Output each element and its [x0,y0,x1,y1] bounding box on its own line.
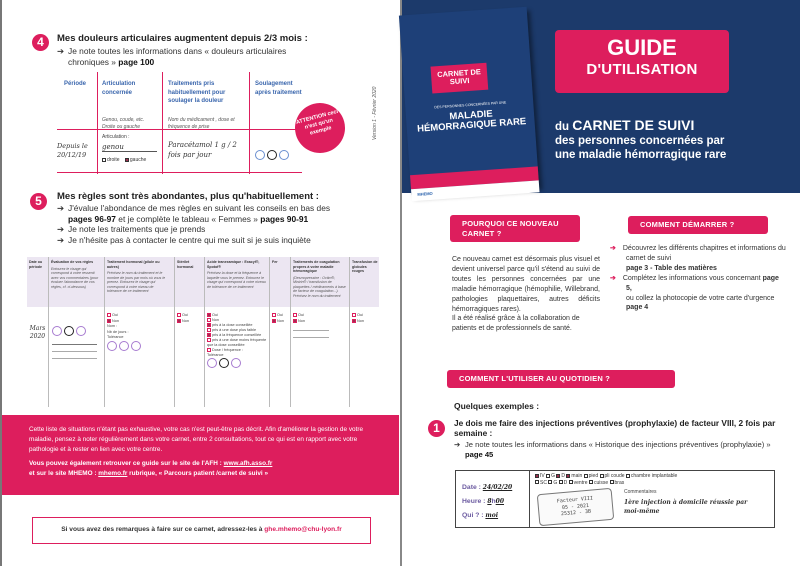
info-footer-band [2,415,399,495]
col-divider [349,257,350,407]
header-hormonal: Traitement hormonal (pilule ou autres) Précisez le nom du traitement et le nombre de jours par mois où vous le prenez. Entourez le visage qui correspond à votre niveau de tolérance de ce traitement [107,260,166,293]
col-divider [97,72,98,174]
checkbox-non[interactable] [352,319,356,323]
section4-instruction: ➔ Je note toutes les informations dans « douleurs articulaires chroniques » page 100 [57,46,287,67]
oui-option: Oui [177,313,189,319]
bullet-item: ➔ Je note les traitements que je prends [57,224,206,234]
checkbox[interactable] [207,333,211,337]
checkbox-iv[interactable] [535,474,539,478]
col-divider [104,257,105,407]
carnet-cover-image [399,7,539,195]
checkbox-droite[interactable] [102,158,106,162]
section4-title: Mes douleurs articulaires augmentent depuis 2/3 mois : [57,33,308,44]
dose-option: pris à une dose plus faible [207,328,267,333]
tolerance-label: Tolérance [107,335,124,339]
checkbox-bras[interactable] [610,480,614,484]
options-row-2: SC G D ventre cuisse bras [535,480,774,487]
guide-subtitle: D'UTILISATION [586,61,698,78]
header-transfusion: Transfusion de globules rouges [352,260,378,273]
header-coagulation: Traitements de coagulation propres à votre maladie hémorragique (Desmopressine : Octim®, Minirin® / transfusion de plaquettes / médicaments à base de facteur de coagulation...). Précisez le nom du traitement [293,260,346,298]
fer-cell [272,313,284,324]
sterilet-cell [177,313,189,324]
arrow-icon: ➔ [454,440,461,449]
header-soulagement: Soulagement après traitement [255,81,302,96]
col-divider [249,72,250,174]
injection-meta [456,471,530,527]
header-date: Date ou période [29,260,43,269]
checkbox-oui[interactable] [272,313,276,317]
version-label: Version 1 - Février 2020 [372,86,378,140]
articulation-label: Articulation : [102,134,130,140]
sad-face-icon[interactable] [131,341,141,351]
footer-paragraph: Cette liste de situations n'étant pas exhaustive, votre cas n'est peut-être pas décrit. Afin d'améliorer la gestion de votre maladie, pensez à noter régulièrement dans votre carnet, entre 2 consultations, tout ce qui est en rapport avec votre pathologie et à rester en lien avec votre centre. [29,426,364,453]
checkbox-oui[interactable] [207,313,211,317]
checkbox[interactable] [207,328,211,332]
happy-face-icon[interactable] [255,150,265,160]
checkbox-sc[interactable] [535,480,539,484]
demarrer-item: ➔ Complétez les informations vous concernant page 5, ou collez la photocopie de votre carte d'urgence page 4 [610,274,779,312]
quotidien-heading: COMMENT L'UTILISER AU QUOTIDIEN ? [447,370,675,388]
footer-links-paragraph: Vous pouvez également retrouver ce guide sur le site de l'AFH : www.afh.asso.fr et sur le site MHEMO : mhemo.fr rubrique, « Parcours patient /carnet de suivi » [29,460,273,477]
nb-jours-field: Nb de jours : [107,329,129,334]
checkbox-non[interactable] [177,319,181,323]
dose-option: pris à la fréquence conseillée [207,333,267,338]
step-1-badge: 1 [428,420,445,437]
injection-options [532,473,774,486]
nom-field: Nom : [107,324,118,328]
col-divider [48,257,49,407]
pourquoi-body: Ce nouveau carnet est désormais plus visuel et devient universel parce qu'il s'étend au suivi de toutes les personnes concernées par une maladie hémorragique (hémophilie, Willebrand, pathologies plaquettaires, autres déficits hémorragiques rares). Il a été réalisé grâce à la collaboration de patients et de professionnels de santé. [452,256,600,333]
col-divider [269,257,270,407]
non-option: Non [107,319,169,325]
comment-line [52,344,97,345]
sad-face-icon[interactable] [279,150,289,160]
qui-row: Qui ? : moi [462,512,499,519]
checkbox-pli-coude[interactable] [600,474,604,478]
guide-title-box [555,30,729,93]
header-articulation: Articulation concernée [102,81,136,96]
banner-subtitle: du CARNET DE SUIVI des personnes concernées par une maladie hémorragique rare [555,117,727,161]
carnet-subtitle: DES PERSONNES CONCERNÉES PAR UNE [434,100,507,110]
neutral-face-icon[interactable] [119,341,129,351]
evaluation-rating [52,322,97,359]
non-option: Non [177,319,189,325]
date-row: Date : 24/02/20 [462,484,513,491]
happy-face-icon[interactable] [107,341,117,351]
acide-cell [207,313,267,368]
comment-line [293,337,329,338]
col-divider [290,257,291,407]
row-divider [57,172,302,173]
header-fer: Fer [272,260,278,264]
non-option: Non [293,319,345,325]
oui-option: Oui [272,313,284,319]
oui-option: Oui [352,313,364,319]
checkbox-non[interactable] [272,319,276,323]
hormonal-cell [107,313,169,351]
sad-face-icon[interactable] [231,358,241,368]
checkbox-chambre[interactable] [626,474,630,478]
example-title: Je dois me faire des injections préventives (prophylaxie) de facteur VIII, 2 fois par semaine : [454,418,776,438]
attention-example-badge: ATTENTION ceci n'est qu'un exemple [289,97,350,158]
checkbox-non[interactable] [107,319,111,323]
transfusion-cell [352,313,364,324]
menstruation-table [27,257,379,407]
col-divider [174,257,175,407]
oui-option: Oui [207,313,267,318]
row-divider [57,129,302,130]
carnet-label: CARNET DE SUIVI [431,63,489,94]
checkbox-oui[interactable] [352,313,356,317]
header-sterilet: Stérilet hormonal [177,260,194,269]
sad-face-icon[interactable] [76,326,86,336]
options-row-1: IV G D main pied pli coude chambre implantable [535,473,774,480]
joint-pain-table [57,72,302,174]
checkbox-non[interactable] [207,318,211,322]
section5-title: Mes règles sont très abondantes, plus qu'habituellement : [57,191,319,202]
relief-rating [255,146,291,164]
carnet-title: MALADIE HÉMORRAGIQUE RARE [416,108,527,135]
step-5-badge: 5 [30,193,47,210]
demarrer-item: ➔ Découvrez les différents chapitres et informations du carnet de suivi page 3 - Table des matières [610,245,786,272]
neutral-face-icon[interactable] [219,358,229,368]
comments-label: Commentaires [624,489,657,495]
col-divider [162,72,163,174]
step-4-badge: 4 [32,34,49,51]
arrow-icon: ➔ [610,245,616,252]
coagulation-cell [293,313,345,338]
mhemo-link[interactable]: mhemo.fr [98,470,128,477]
header-traitements: Traitements pris habituellement pour soulager la douleur [168,81,226,104]
side-checkboxes: droite gauche [102,157,146,163]
checkbox-g[interactable] [548,480,552,484]
contact-email-link[interactable]: ghe.mhemo@chu-lyon.fr [264,526,342,533]
checkbox-cuisse[interactable] [589,480,593,484]
remark-box: Si vous avez des remarques à faire sur ce carnet, adressez-les à ghe.mhemo@chu-lyon.fr [32,517,371,544]
neutral-face-icon[interactable] [267,150,277,160]
checkbox-ventre[interactable] [569,480,573,484]
dose-option: pris à la dose conseillée [207,323,267,328]
traitement-value: Paracétamol 1 g / 2 fois par jour [168,141,237,159]
arrow-icon: ➔ [57,46,65,56]
date-value: Mars 2020 [29,325,46,340]
checkbox-gauche[interactable] [125,158,129,162]
dose-option: Dose / fréquence : [207,348,267,353]
checkbox-oui[interactable] [293,313,297,317]
mhemo-logo: MHEMO [411,180,540,201]
articulation-value: genou [102,143,157,152]
checkbox-non[interactable] [293,319,297,323]
demarrer-list [610,244,786,313]
bullet-item: ➔ Je n'hésite pas à contacter le centre qui me suit si je suis inquiète [57,234,311,245]
checkbox-oui[interactable] [177,313,181,317]
section5-bullets [57,203,347,245]
neutral-face-icon[interactable] [64,326,74,336]
non-option: Non [352,319,364,325]
guide-title: GUIDE [607,35,677,60]
pourquoi-heading: POURQUOI CE NOUVEAU CARNET ? [450,215,580,242]
checkbox-d[interactable] [556,474,560,478]
header-periode: Période [64,81,87,87]
happy-face-icon[interactable] [52,326,62,336]
header-evaluation: Évaluation de vos règles Entourez le visage qui correspond à votre ressenti avec vos commentaires (pour évaluer l'abondance de vos règles, cf. ci-dessous) [51,260,99,289]
heure-row: Heure : 8h00 [462,498,505,505]
comment-line [52,358,97,359]
left-page [0,0,399,566]
checkbox[interactable] [207,348,211,352]
comments-value: 1ère injection à domicile réussie par moi-même [624,499,748,515]
tolerance-rating [107,341,169,351]
checkbox-oui[interactable] [107,313,111,317]
happy-face-icon[interactable] [207,358,217,368]
arrow-icon: ➔ [57,203,65,213]
injection-log-example [455,470,775,528]
periode-value: Depuis le 20/12/19 [57,142,88,159]
product-label-sticker: Facteur VIII 05 - 2021 25312 - 3B [537,488,615,526]
checkbox-pied[interactable] [584,474,588,478]
col-divider [204,257,205,407]
checkbox-main[interactable] [566,474,570,478]
afh-link[interactable]: www.afh.asso.fr [223,460,273,467]
header-acide: Acide tranexamique : Exacyl®, Spotof® Précisez la dose et la fréquence à laquelle vous le prenez. Entourez le visage qui correspond à votre niveau de tolérance de ce traitement [207,260,266,289]
checkbox[interactable] [207,323,211,327]
checkbox-g[interactable] [546,474,550,478]
checkbox-d[interactable] [559,480,563,484]
desc-articulation: Genou, coude, etc. Droite ou gauche [102,117,145,130]
non-option: Non [207,318,267,323]
tolerance-label: Tolérance [207,353,224,357]
comment-line [293,330,329,331]
comment-line [52,351,97,352]
bullet-item: ➔ J'évalue l'abondance de mes règles en suivant les conseils en bas des pages 96-97 et je complète le tableau « Femmes » pages 90-91 [57,203,331,224]
demarrer-heading: COMMENT DÉMARRER ? [628,216,768,234]
dose-option: pris à une dose moins fréquente que la dose conseillée [207,338,267,347]
non-option: Non [272,319,284,325]
oui-option: Oui [107,313,169,319]
tolerance-rating [207,358,267,368]
oui-option: Oui [293,313,345,319]
cover-banner [402,0,800,197]
examples-label: Quelques exemples : [454,401,540,411]
desc-traitements: Nom du médicament , dose et fréquence de prise [168,117,235,130]
arrow-icon: ➔ [57,224,65,234]
checkbox[interactable] [207,338,211,342]
arrow-icon: ➔ [57,234,65,245]
example-instruction: ➔ Je note toutes les informations dans « Historique des injections préventives (prophylaxie) » page 45 [454,440,771,459]
arrow-icon: ➔ [610,274,616,282]
